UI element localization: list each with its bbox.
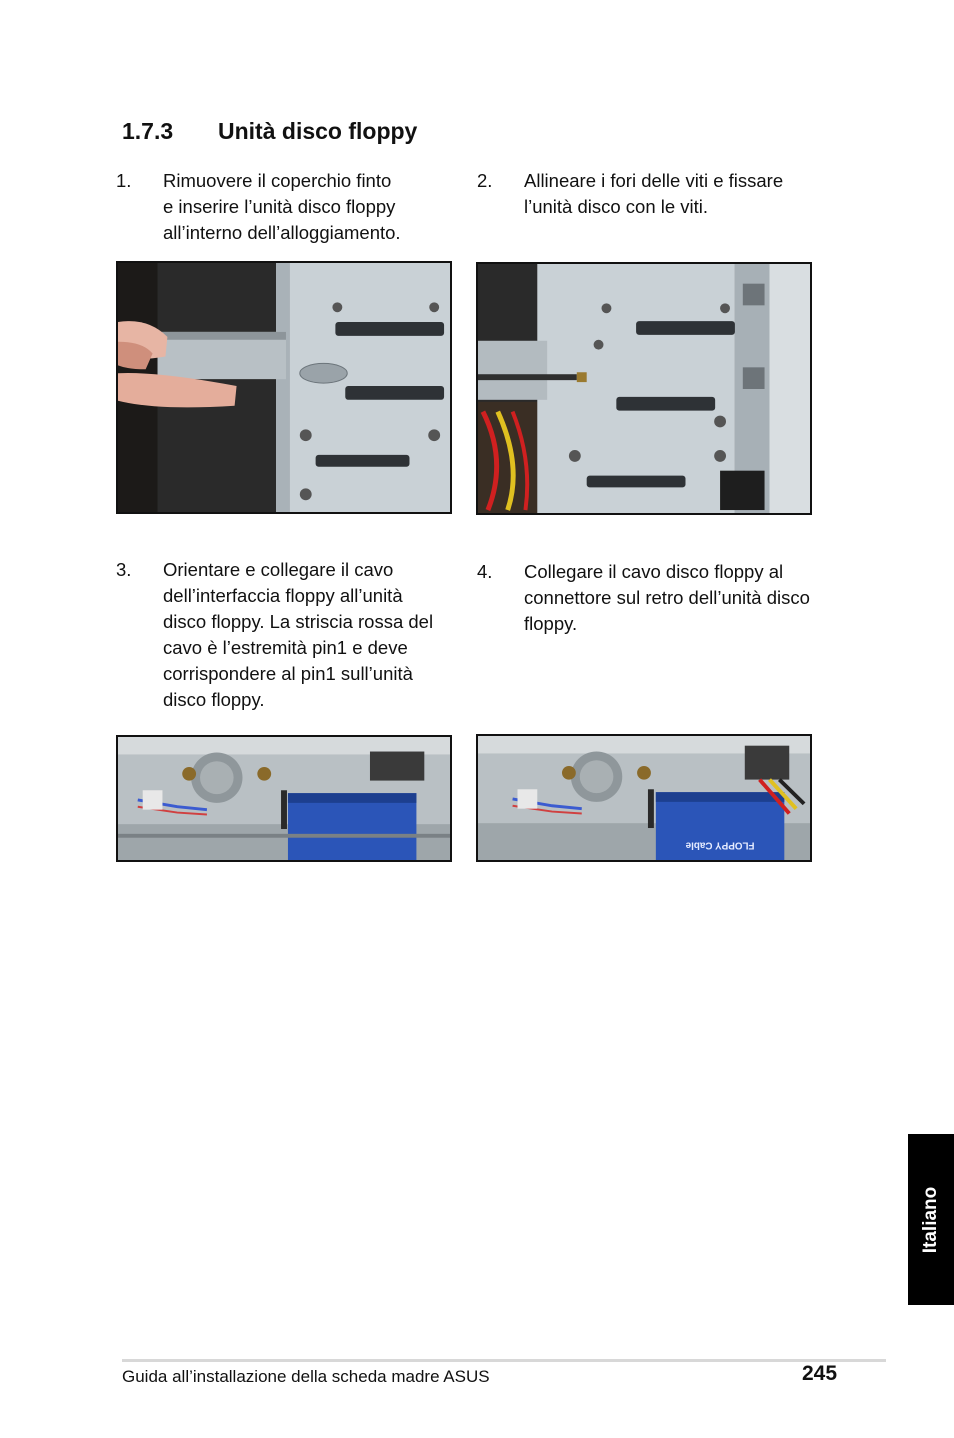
step-1 [116, 168, 456, 248]
cable-print: FLOPPY Cable [685, 839, 755, 851]
step-3 [116, 557, 461, 715]
step-line: Orientare e collegare il cavo [163, 559, 394, 580]
step-line: dell’interfaccia floppy all’unità [163, 585, 403, 606]
footer-text: Guida all’installazione della scheda madre ASUS [122, 1367, 490, 1386]
step-line: Rimuovere il coperchio finto [163, 170, 392, 191]
step-4 [477, 559, 837, 639]
step-line: floppy. [524, 613, 578, 634]
step-line: disco floppy. La striscia rossa del [163, 611, 434, 632]
step-number: 2. [477, 170, 493, 191]
step-number: 1. [116, 170, 132, 191]
step-number: 3. [116, 559, 132, 580]
step-line: disco floppy. [163, 689, 265, 710]
section-heading [122, 118, 417, 145]
step-line: all’interno dell’alloggiamento. [163, 222, 401, 243]
language-side-tab [908, 1134, 954, 1305]
step-line: connettore sul retro dell’unità disco [524, 587, 810, 608]
step-line: Collegare il cavo disco floppy al [524, 561, 784, 582]
page-number: 245 [802, 1362, 838, 1385]
step-2 [477, 168, 837, 224]
step-line: cavo è l’estremità pin1 e deve [163, 637, 408, 658]
step-line: corrispondere al pin1 sull’unità [163, 663, 413, 684]
language-label: Italiano [920, 1186, 941, 1253]
footer-divider [122, 1359, 886, 1362]
photo-secure-screws [476, 262, 812, 515]
section-title: Unità disco floppy [218, 118, 418, 144]
step-line: e inserire l’unità disco floppy [163, 196, 396, 217]
photo-connect-floppy-cable [116, 735, 452, 862]
section-number: 1.7.3 [122, 118, 174, 144]
step-line: l’unità disco con le viti. [524, 196, 709, 217]
photo-insert-floppy-drive [116, 261, 452, 514]
photo-cable-connected [476, 734, 812, 862]
step-number: 4. [477, 561, 493, 582]
step-line: Allineare i fori delle viti e fissare [524, 170, 784, 191]
